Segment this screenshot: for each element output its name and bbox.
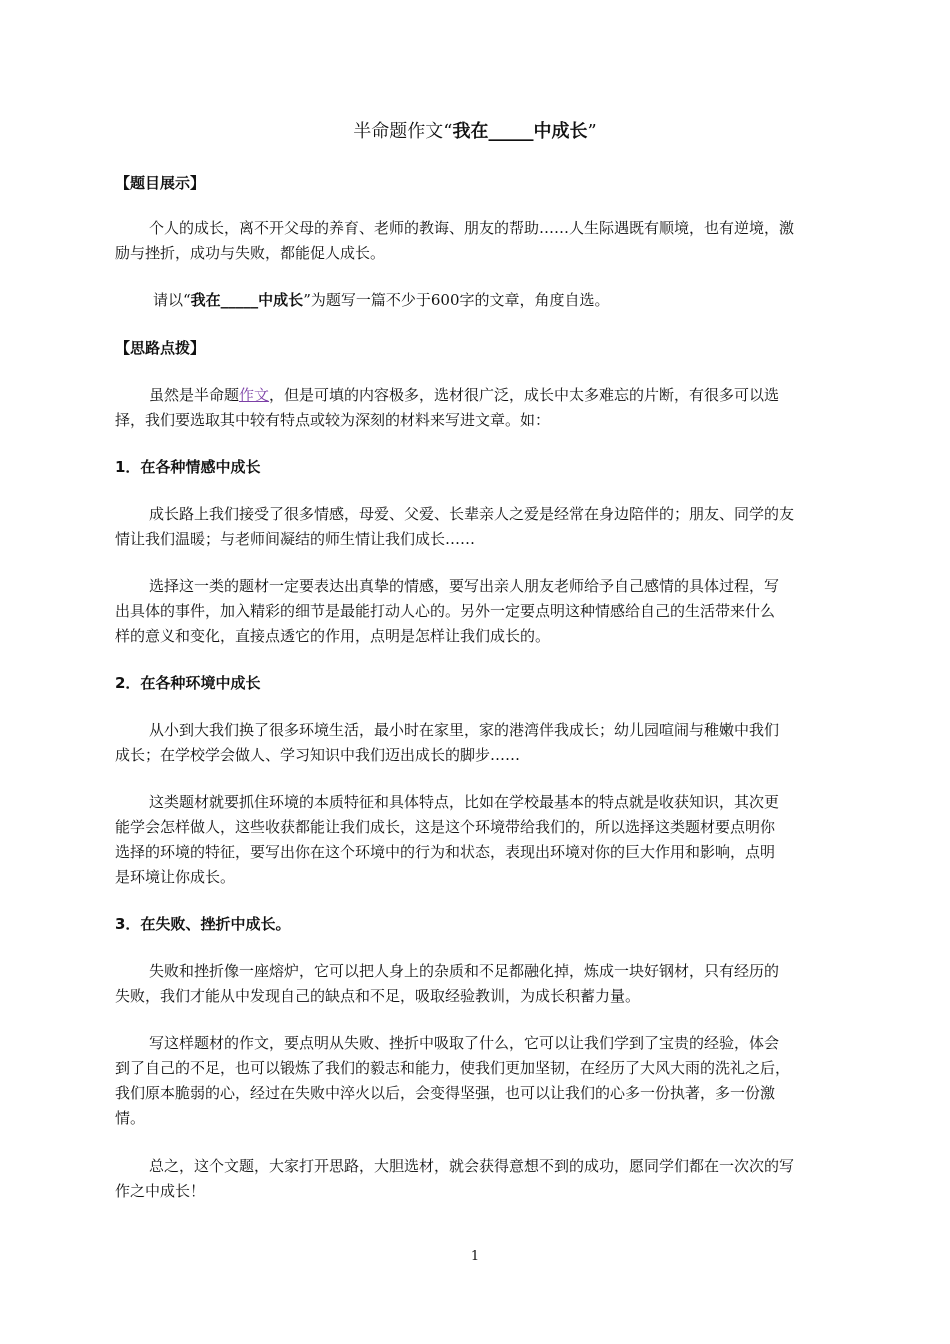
section-heading-tips: 【思路点拨】 — [115, 339, 206, 357]
paragraph-line: 失败和挫折像一座熔炉，它可以把人身上的杂质和不足都融化掉，炼成一块好钢材，只有经历的 — [149, 962, 780, 980]
subheading-failure: 3．在失败、挫折中成长。 — [115, 915, 291, 933]
paragraph-line: 情。 — [115, 1109, 146, 1127]
paragraph-line: 成长路上我们接受了很多情感，母爱、父爱、长辈亲人之爱是经常在身边陪伴的；朋友、同学的友 — [149, 505, 795, 523]
paragraph-line: 出具体的事件，加入精彩的细节是最能打动人心的。另外一定要点明这种情感给自己的生活带来什么 — [115, 602, 776, 620]
title-suffix: ” — [587, 121, 597, 142]
title-prefix: 半命题作文“ — [353, 121, 453, 142]
paragraph-line: 作之中成长！ — [115, 1182, 206, 1200]
paragraph-line: 成长；在学校学会做人、学习知识中我们迈出成长的脚步…… — [115, 746, 521, 764]
prompt-prefix: 请以“ — [153, 291, 191, 309]
paragraph-line: 能学会怎样做人，这些收获都能让我们成长，这是这个环境带给我们的，所以选择这类题材要点明你 — [115, 818, 776, 836]
paragraph-line: 选择的环境的特征，要写出你在这个环境中的行为和状态，表现出环境对你的巨大作用和影响，点明 — [115, 843, 776, 861]
prompt-instruction — [115, 290, 840, 310]
document-title — [0, 120, 950, 144]
paragraph-line: 择，我们要选取其中较有特点或较为深刻的材料来写进文章。如： — [115, 411, 551, 429]
section-heading-prompt: 【题目展示】 — [115, 174, 206, 192]
paragraph-line: 是环境让你成长。 — [115, 868, 236, 886]
title-bold: 我在_____中成长 — [452, 121, 588, 142]
subheading-emotion: 1．在各种情感中成长 — [115, 458, 261, 476]
paragraph-line: 我们原本脆弱的心，经过在失败中淬火以后，会变得坚强，也可以让我们的心多一份执著，多一份激 — [115, 1084, 776, 1102]
paragraph-line — [115, 385, 840, 405]
paragraph-line: 到了自己的不足，也可以锻炼了我们的毅志和能力，使我们更加坚韧，在经历了大风大雨的洗礼之后， — [115, 1059, 791, 1077]
paragraph-text: ，但是可填的内容极多，选材很广泛，成长中太多难忘的片断，有很多可以选 — [269, 386, 780, 404]
prompt-suffix: ”为题写一篇不少于600字的文章，角度自选。 — [303, 291, 610, 309]
paragraph-line: 励与挫折，成功与失败，都能促人成长。 — [115, 244, 386, 262]
paragraph-text: 虽然是半命题 — [149, 386, 240, 404]
subheading-environment: 2．在各种环境中成长 — [115, 674, 261, 692]
paragraph-line: 失败，我们才能从中发现自己的缺点和不足，吸取经验教训，为成长积蓄力量。 — [115, 987, 641, 1005]
essay-link[interactable]: 作文 — [239, 386, 270, 404]
page-number: 1 — [470, 1249, 480, 1264]
paragraph-line: 总之，这个文题，大家打开思路，大胆选材，就会获得意想不到的成功，愿同学们都在一次次的写 — [149, 1157, 795, 1175]
paragraph-line: 样的意义和变化，直接点透它的作用，点明是怎样让我们成长的。 — [115, 627, 551, 645]
paragraph-line: 这类题材就要抓住环境的本质特征和具体特点，比如在学校最基本的特点就是收获知识，其次更 — [149, 793, 780, 811]
paragraph-line: 选择这一类的题材一定要表达出真挚的情感，要写出亲人朋友老师给予自己感情的具体过程，写 — [149, 577, 780, 595]
paragraph-line: 个人的成长，离不开父母的养育、老师的教诲、朋友的帮助……人生际遇既有顺境，也有逆境，激 — [149, 219, 795, 237]
paragraph-line: 情让我们温暖；与老师间凝结的师生情让我们成长…… — [115, 530, 476, 548]
prompt-bold: 我在_____中成长 — [190, 291, 304, 309]
paragraph-line: 写这样题材的作文，要点明从失败、挫折中吸取了什么，它可以让我们学到了宝贵的经验，体会 — [149, 1034, 780, 1052]
paragraph-line: 从小到大我们换了很多环境生活，最小时在家里，家的港湾伴我成长；幼儿园喧闹与稚嫩中我们 — [149, 721, 780, 739]
